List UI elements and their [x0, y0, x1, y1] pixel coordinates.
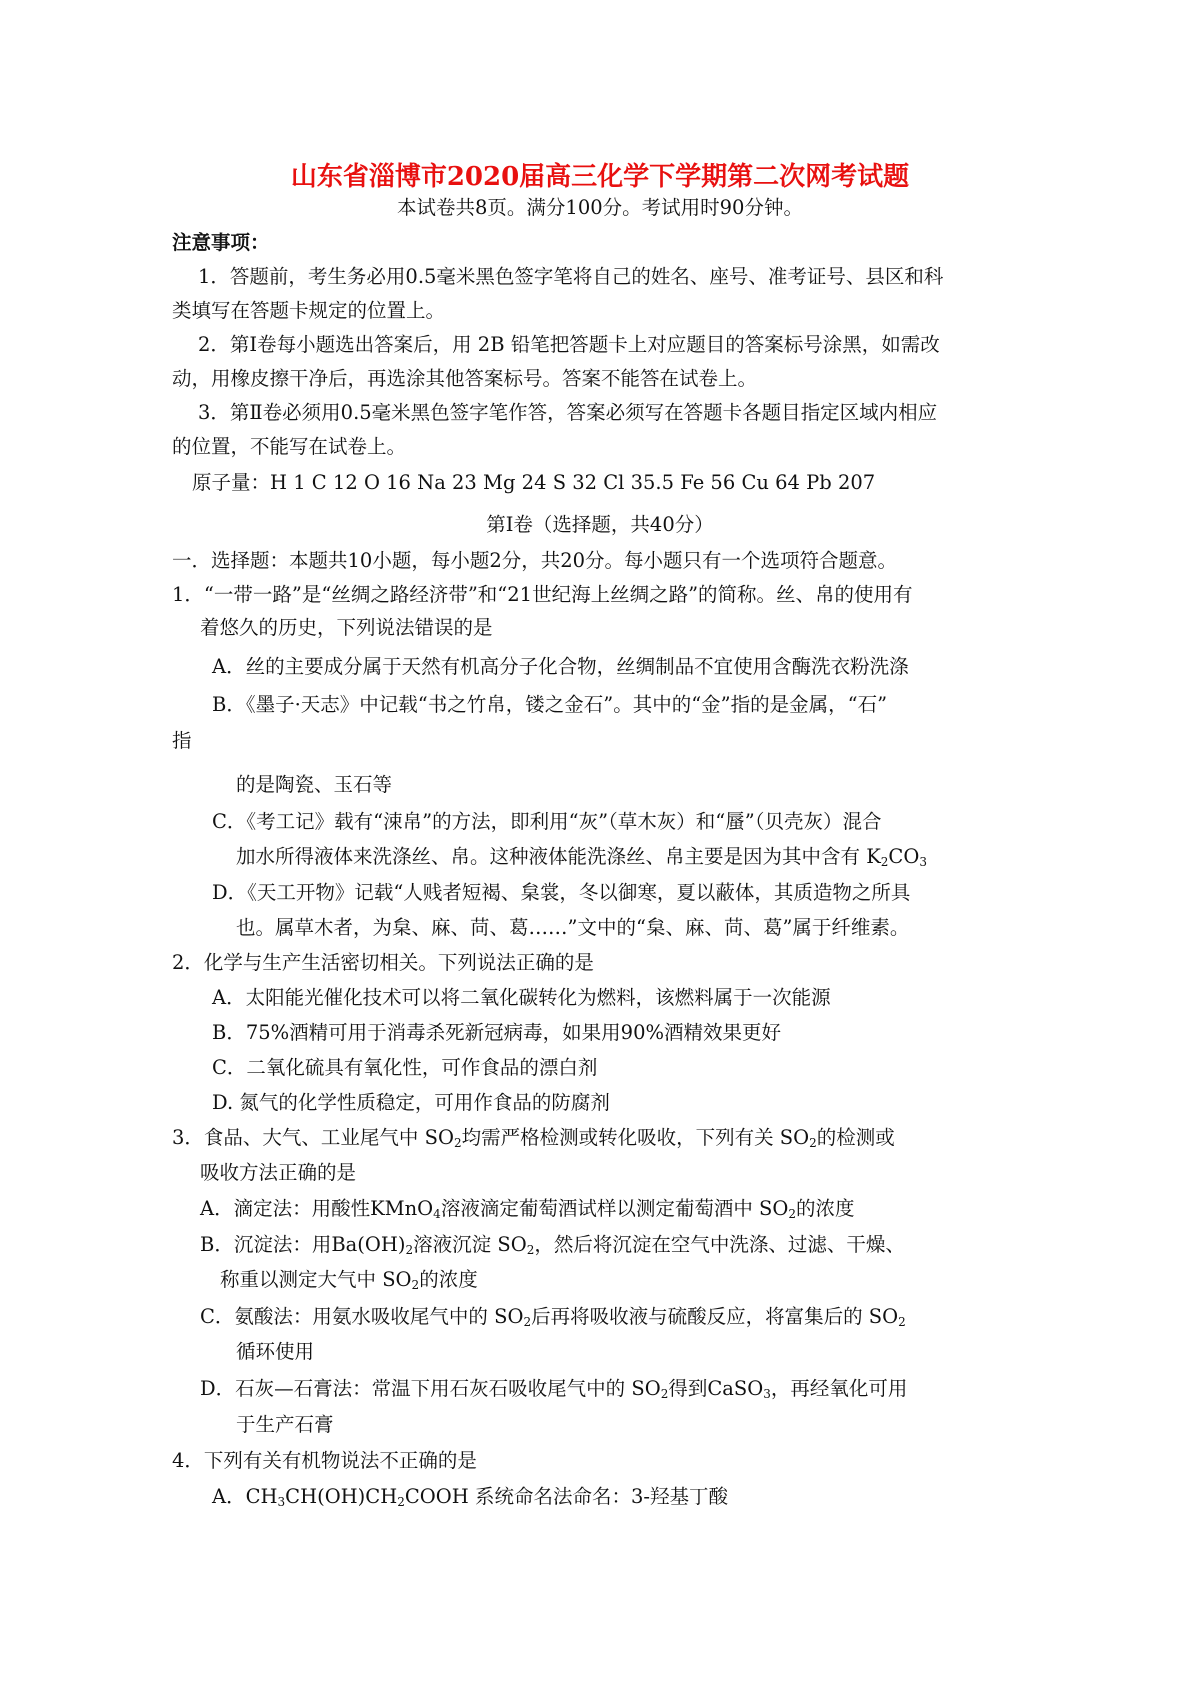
notice-item-2: 2．第Ⅰ卷每小题选出答案后，用 2B 铅笔把答题卡上对应题目的答案标号涂黑，如需改 — [198, 333, 940, 356]
question-1-option-d: D．《天工开物》记载“人贱者短褐、枲裳，冬以御寒，夏以蔽体，其质造物之所具 — [212, 881, 911, 904]
question-3-option-c-cont: 循环使用 — [236, 1340, 315, 1363]
notice-item-3-cont: 的位置，不能写在试卷上。 — [172, 435, 407, 458]
question-1-option-c-cont: 加水所得液体来洗涤丝、帛。这种液体能洗涤丝、帛主要是因为其中含有 $K_2CO_3$ — [236, 845, 927, 869]
notice-item-1-cont: 类填写在答题卡规定的位置上。 — [172, 299, 446, 322]
exam-info: 本试卷共8页。满分100分。考试用时90分钟。 — [397, 196, 803, 219]
notice-item-3: 3．第Ⅱ卷必须用0.5毫米黑色签字笔作答，答案必须写在答题卡各题目指定区域内相应 — [198, 401, 938, 424]
part-instruction: 一．选择题：本题共10小题，每小题2分，共20分。每小题只有一个选项符合题意。 — [172, 549, 898, 572]
question-3-stem-cont: 吸收方法正确的是 — [200, 1161, 357, 1184]
question-2-option-b: B．75%酒精可用于消毒杀死新冠病毒，如果用90%酒精效果更好 — [212, 1021, 782, 1044]
question-2-option-d: D. 氮气的化学性质稳定，可用作食品的防腐剂 — [212, 1091, 610, 1114]
question-3-option-b: B．沉淀法：用$Ba(OH)_2$溶液沉淀 $SO_2$，然后将沉淀在空气中洗涤、过滤、干燥、 — [200, 1233, 905, 1257]
atomic-mass-list: 原子量：H 1 C 12 O 16 Na 23 Mg 24 S 32 Cl 35.5 Fe 56 Cu 64 Pb 207 — [192, 471, 876, 494]
question-2-option-c: C．二氧化硫具有氧化性，可作食品的漂白剂 — [212, 1056, 598, 1079]
question-4-option-a: A．$CH_3CH(OH)CH_2COOH$ 系统命名法命名：3-羟基丁酸 — [212, 1485, 728, 1509]
question-3-option-a: A．滴定法：用酸性KMnO$_4$溶液滴定葡萄酒试样以测定葡萄酒中 $SO_2$的浓度 — [200, 1197, 855, 1221]
question-1-option-c: C．《考工记》载有“涑帛”的方法，即利用“灰”（草木灰）和“蜃”（贝壳灰）混合 — [212, 810, 882, 833]
question-2-stem: 2．化学与生产生活密切相关。下列说法正确的是 — [172, 951, 594, 974]
question-4-stem: 4．下列有关有机物说法不正确的是 — [172, 1449, 477, 1472]
question-3-option-b-cont: 称重以测定大气中 $SO_2$的浓度 — [220, 1268, 478, 1292]
question-3-option-d-cont: 于生产石膏 — [236, 1413, 334, 1436]
section-heading: 第Ⅰ卷（选择题，共40分） — [486, 513, 714, 536]
question-2-option-a: A．太阳能光催化技术可以将二氧化碳转化为燃料，该燃料属于一次能源 — [212, 986, 831, 1009]
question-3-option-d: D．石灰—石膏法：常温下用石灰石吸收尾气中的 $SO_2$得到CaSO$_3$，再经氧化可用 — [200, 1377, 908, 1401]
question-1-option-b-cont: 指 — [172, 729, 192, 752]
question-1-option-a: A．丝的主要成分属于天然有机高分子化合物，丝绸制品不宜使用含酶洗衣粉洗涤 — [212, 655, 909, 678]
notice-item-2-cont: 动，用橡皮擦干净后，再选涂其他答案标号。答案不能答在试卷上。 — [172, 367, 758, 390]
question-1-option-b-cont2: 的是陶瓷、玉石等 — [236, 773, 393, 796]
question-3-stem: 3．食品、大气、工业尾气中 $SO_2$均需严格检测或转化吸收，下列有关 $SO_2$的检测或 — [172, 1126, 895, 1150]
page-title: 山东省淄博市2020届高三化学下学期第二次网考试题 — [290, 162, 910, 192]
question-1-option-b: B．《墨子·天志》中记载“书之竹帛，镂之金石”。其中的“金”指的是金属，“石” — [212, 693, 888, 716]
question-1-stem-cont: 着悠久的历史，下列说法错误的是 — [200, 616, 493, 639]
question-1-option-d-cont: 也。属草木者，为枲、麻、苘、葛……”文中的“枲、麻、苘、葛”属于纤维素。 — [236, 916, 910, 939]
notice-heading: 注意事项： — [172, 231, 270, 254]
question-1-stem: 1．“一带一路”是“丝绸之路经济带”和“21世纪海上丝绸之路”的简称。丝、帛的使用有 — [172, 583, 913, 606]
question-3-option-c: C．氨酸法：用氨水吸收尾气中的 $SO_2$后再将吸收液与硫酸反应，将富集后的 $SO_2$ — [200, 1305, 906, 1329]
notice-item-1: 1．答题前，考生务必用0.5毫米黑色签字笔将自己的姓名、座号、准考证号、县区和科 — [198, 265, 944, 288]
